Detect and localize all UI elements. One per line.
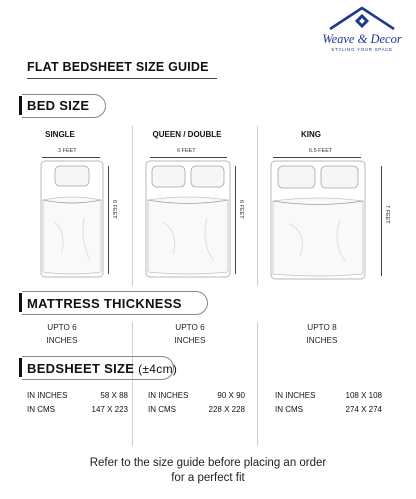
column-divider xyxy=(257,322,258,446)
width-label-single: 3 FEET xyxy=(58,148,77,154)
brand-name: Weave & Decor xyxy=(322,32,402,46)
inches-label: IN INCHES xyxy=(148,391,189,400)
bed-illustration-king xyxy=(270,160,366,280)
thickness-king xyxy=(292,321,352,347)
column-divider xyxy=(132,126,133,286)
footer-note-line-1: Refer to the size guide before placing an order xyxy=(89,457,327,469)
column-divider xyxy=(257,126,258,286)
bed-name-king: KING xyxy=(301,130,321,139)
inches-value-single: 58 X 88 xyxy=(100,391,128,400)
thickness-value: UPTO 6 xyxy=(175,323,205,332)
bed-name-queen: QUEEN / DOUBLE xyxy=(152,130,222,139)
footer-note-line-2: for a perfect fit xyxy=(171,472,245,484)
length-arrow xyxy=(381,166,382,276)
bedsheet-title: BEDSHEET SIZE xyxy=(27,361,135,376)
section-outline xyxy=(22,356,174,380)
thickness-queen xyxy=(160,321,220,347)
inches-label: IN INCHES xyxy=(275,391,316,400)
cms-label: IN CMS xyxy=(275,405,303,414)
width-label-queen: 6 FEET xyxy=(177,148,196,154)
width-label-king: 6.5 FEET xyxy=(309,148,333,154)
bed-illustration-queen xyxy=(145,160,231,278)
cms-value-single: 147 X 223 xyxy=(91,405,128,414)
inches-value-queen: 90 X 90 xyxy=(217,391,245,400)
thickness-unit: INCHES xyxy=(174,336,206,345)
thickness-single xyxy=(32,321,92,347)
section-outline xyxy=(22,94,106,118)
brand-logo xyxy=(312,4,412,56)
title-underline xyxy=(27,78,217,79)
section-title-bed-size: BED SIZE xyxy=(27,98,90,113)
length-label-king: 7 FEET xyxy=(384,205,390,224)
length-label-queen: 6 FEET xyxy=(238,200,244,219)
length-arrow xyxy=(108,166,109,274)
section-outline xyxy=(22,291,208,315)
house-logo-icon xyxy=(324,4,400,34)
cms-value-king: 274 X 274 xyxy=(345,405,382,414)
thickness-unit: INCHES xyxy=(46,336,78,345)
length-label-single: 6 FEET xyxy=(111,200,117,219)
section-title-mattress: MATTRESS THICKNESS xyxy=(27,296,182,311)
inches-label: IN INCHES xyxy=(27,391,68,400)
brand-tagline: STYLING YOUR SPACE xyxy=(331,47,393,52)
width-arrow xyxy=(42,157,100,158)
thickness-value: UPTO 6 xyxy=(47,323,77,332)
page-title: FLAT BEDSHEET SIZE GUIDE xyxy=(27,60,209,74)
bedsheet-tolerance: (±4cm) xyxy=(138,362,178,376)
bed-illustration-single xyxy=(40,160,104,278)
cms-label: IN CMS xyxy=(148,405,176,414)
cms-value-queen: 228 X 228 xyxy=(208,405,245,414)
thickness-value: UPTO 8 xyxy=(307,323,337,332)
column-divider xyxy=(132,322,133,446)
width-arrow xyxy=(150,157,227,158)
cms-label: IN CMS xyxy=(27,405,55,414)
inches-value-king: 108 X 108 xyxy=(345,391,382,400)
width-arrow xyxy=(273,157,361,158)
bed-name-single: SINGLE xyxy=(45,130,75,139)
length-arrow xyxy=(235,166,236,274)
thickness-unit: INCHES xyxy=(306,336,338,345)
